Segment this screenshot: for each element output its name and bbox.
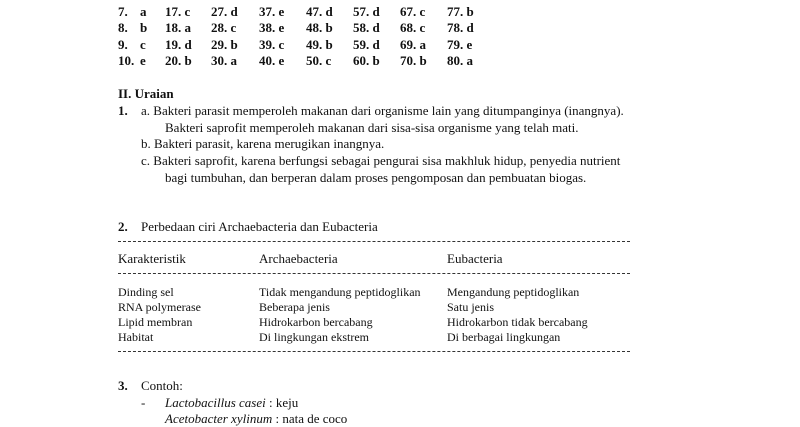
answer-c-line-1: c. Bakteri saprofit, karena berfungsi sebagai pengurai sisa makhluk hidup, penyedia nutrient <box>141 153 621 168</box>
answer-cell: 67. c <box>400 4 426 19</box>
answer-cell: 8. <box>118 20 128 35</box>
answer-row <box>0 20 800 36</box>
list-bullet: - <box>141 395 146 410</box>
table-cell: Di lingkungan ekstrem <box>259 330 369 344</box>
question-number: 3. <box>118 378 128 393</box>
answer-cell: 10. <box>118 53 135 68</box>
answer-cell: 57. d <box>353 4 380 19</box>
answer-cell: 49. b <box>306 37 333 52</box>
answer-cell: 20. b <box>165 53 192 68</box>
table-cell: Mengandung peptidoglikan <box>447 285 580 299</box>
table-cell: Hidrokarbon tidak bercabang <box>447 315 588 329</box>
list-item <box>165 411 347 427</box>
question-number: 2. <box>118 219 128 234</box>
answer-cell: 17. c <box>165 4 191 19</box>
question-number: 1. <box>118 103 128 118</box>
answer-cell: 7. <box>118 4 128 19</box>
table-divider <box>118 241 630 242</box>
species-name: Acetobacter xylinum <box>165 411 273 426</box>
answer-cell: 58. d <box>353 20 380 35</box>
answer-a-line-1: a. Bakteri parasit memperoleh makanan dari organisme lain yang ditumpanginya (inangnya). <box>141 103 624 118</box>
answer-cell: 69. a <box>400 37 426 52</box>
answer-cell: 59. d <box>353 37 380 52</box>
table-header: Karakteristik <box>118 251 186 266</box>
table-cell: Satu jenis <box>447 300 494 314</box>
answer-c-line-2: bagi tumbuhan, dan berperan dalam proses pengomposan dan pembuatan biogas. <box>165 170 587 185</box>
answer-cell: c <box>140 37 146 52</box>
list-item <box>165 395 298 411</box>
table-cell: Tidak mengandung peptidoglikan <box>259 285 421 299</box>
answer-b: b. Bakteri parasit, karena merugikan inangnya. <box>141 136 385 151</box>
answer-cell: 38. e <box>259 20 285 35</box>
answer-cell: 18. a <box>165 20 191 35</box>
product-name: : keju <box>265 395 299 410</box>
table-cell: RNA polymerase <box>118 300 201 314</box>
answer-row <box>0 37 800 53</box>
table-cell: Hidrokarbon bercabang <box>259 315 373 329</box>
answer-cell: 47. d <box>306 4 333 19</box>
answer-cell: 77. b <box>447 4 474 19</box>
answer-cell: a <box>140 4 147 19</box>
answer-cell: 50. c <box>306 53 332 68</box>
answer-cell: 19. d <box>165 37 192 52</box>
answer-cell: 68. c <box>400 20 426 35</box>
product-name: : nata de coco <box>272 411 348 426</box>
table-divider <box>118 273 630 274</box>
answer-row <box>0 53 800 69</box>
answer-cell: 39. c <box>259 37 285 52</box>
species-name: Lactobacillus casei <box>165 395 266 410</box>
table-cell: Lipid membran <box>118 315 193 329</box>
table-cell: Habitat <box>118 330 154 344</box>
table-header: Eubacteria <box>447 251 503 266</box>
answer-cell: e <box>140 53 146 68</box>
answer-cell: 70. b <box>400 53 427 68</box>
answer-cell: b <box>140 20 148 35</box>
answer-cell: 37. e <box>259 4 285 19</box>
section-heading: II. Uraian <box>118 86 174 101</box>
answer-cell: 79. e <box>447 37 473 52</box>
answer-cell: 48. b <box>306 20 333 35</box>
question-label: Contoh: <box>141 378 183 393</box>
table-divider <box>118 351 630 352</box>
answer-a-line-2: Bakteri saprofit memperoleh makanan dari sisa-sisa organisme yang telah mati. <box>165 120 579 135</box>
answer-cell: 28. c <box>211 20 237 35</box>
answer-cell: 80. a <box>447 53 473 68</box>
question-title: Perbedaan ciri Archaebacteria dan Eubacteria <box>141 219 378 234</box>
answer-cell: 78. d <box>447 20 474 35</box>
answer-cell: 29. b <box>211 37 238 52</box>
answer-cell: 27. d <box>211 4 238 19</box>
answer-cell: 9. <box>118 37 128 52</box>
answer-row <box>0 4 800 20</box>
answer-cell: 30. a <box>211 53 237 68</box>
answer-cell: 60. b <box>353 53 380 68</box>
answer-cell: 40. e <box>259 53 285 68</box>
table-cell: Dinding sel <box>118 285 174 299</box>
table-cell: Di berbagai lingkungan <box>447 330 561 344</box>
table-header: Archaebacteria <box>259 251 338 266</box>
table-cell: Beberapa jenis <box>259 300 330 314</box>
